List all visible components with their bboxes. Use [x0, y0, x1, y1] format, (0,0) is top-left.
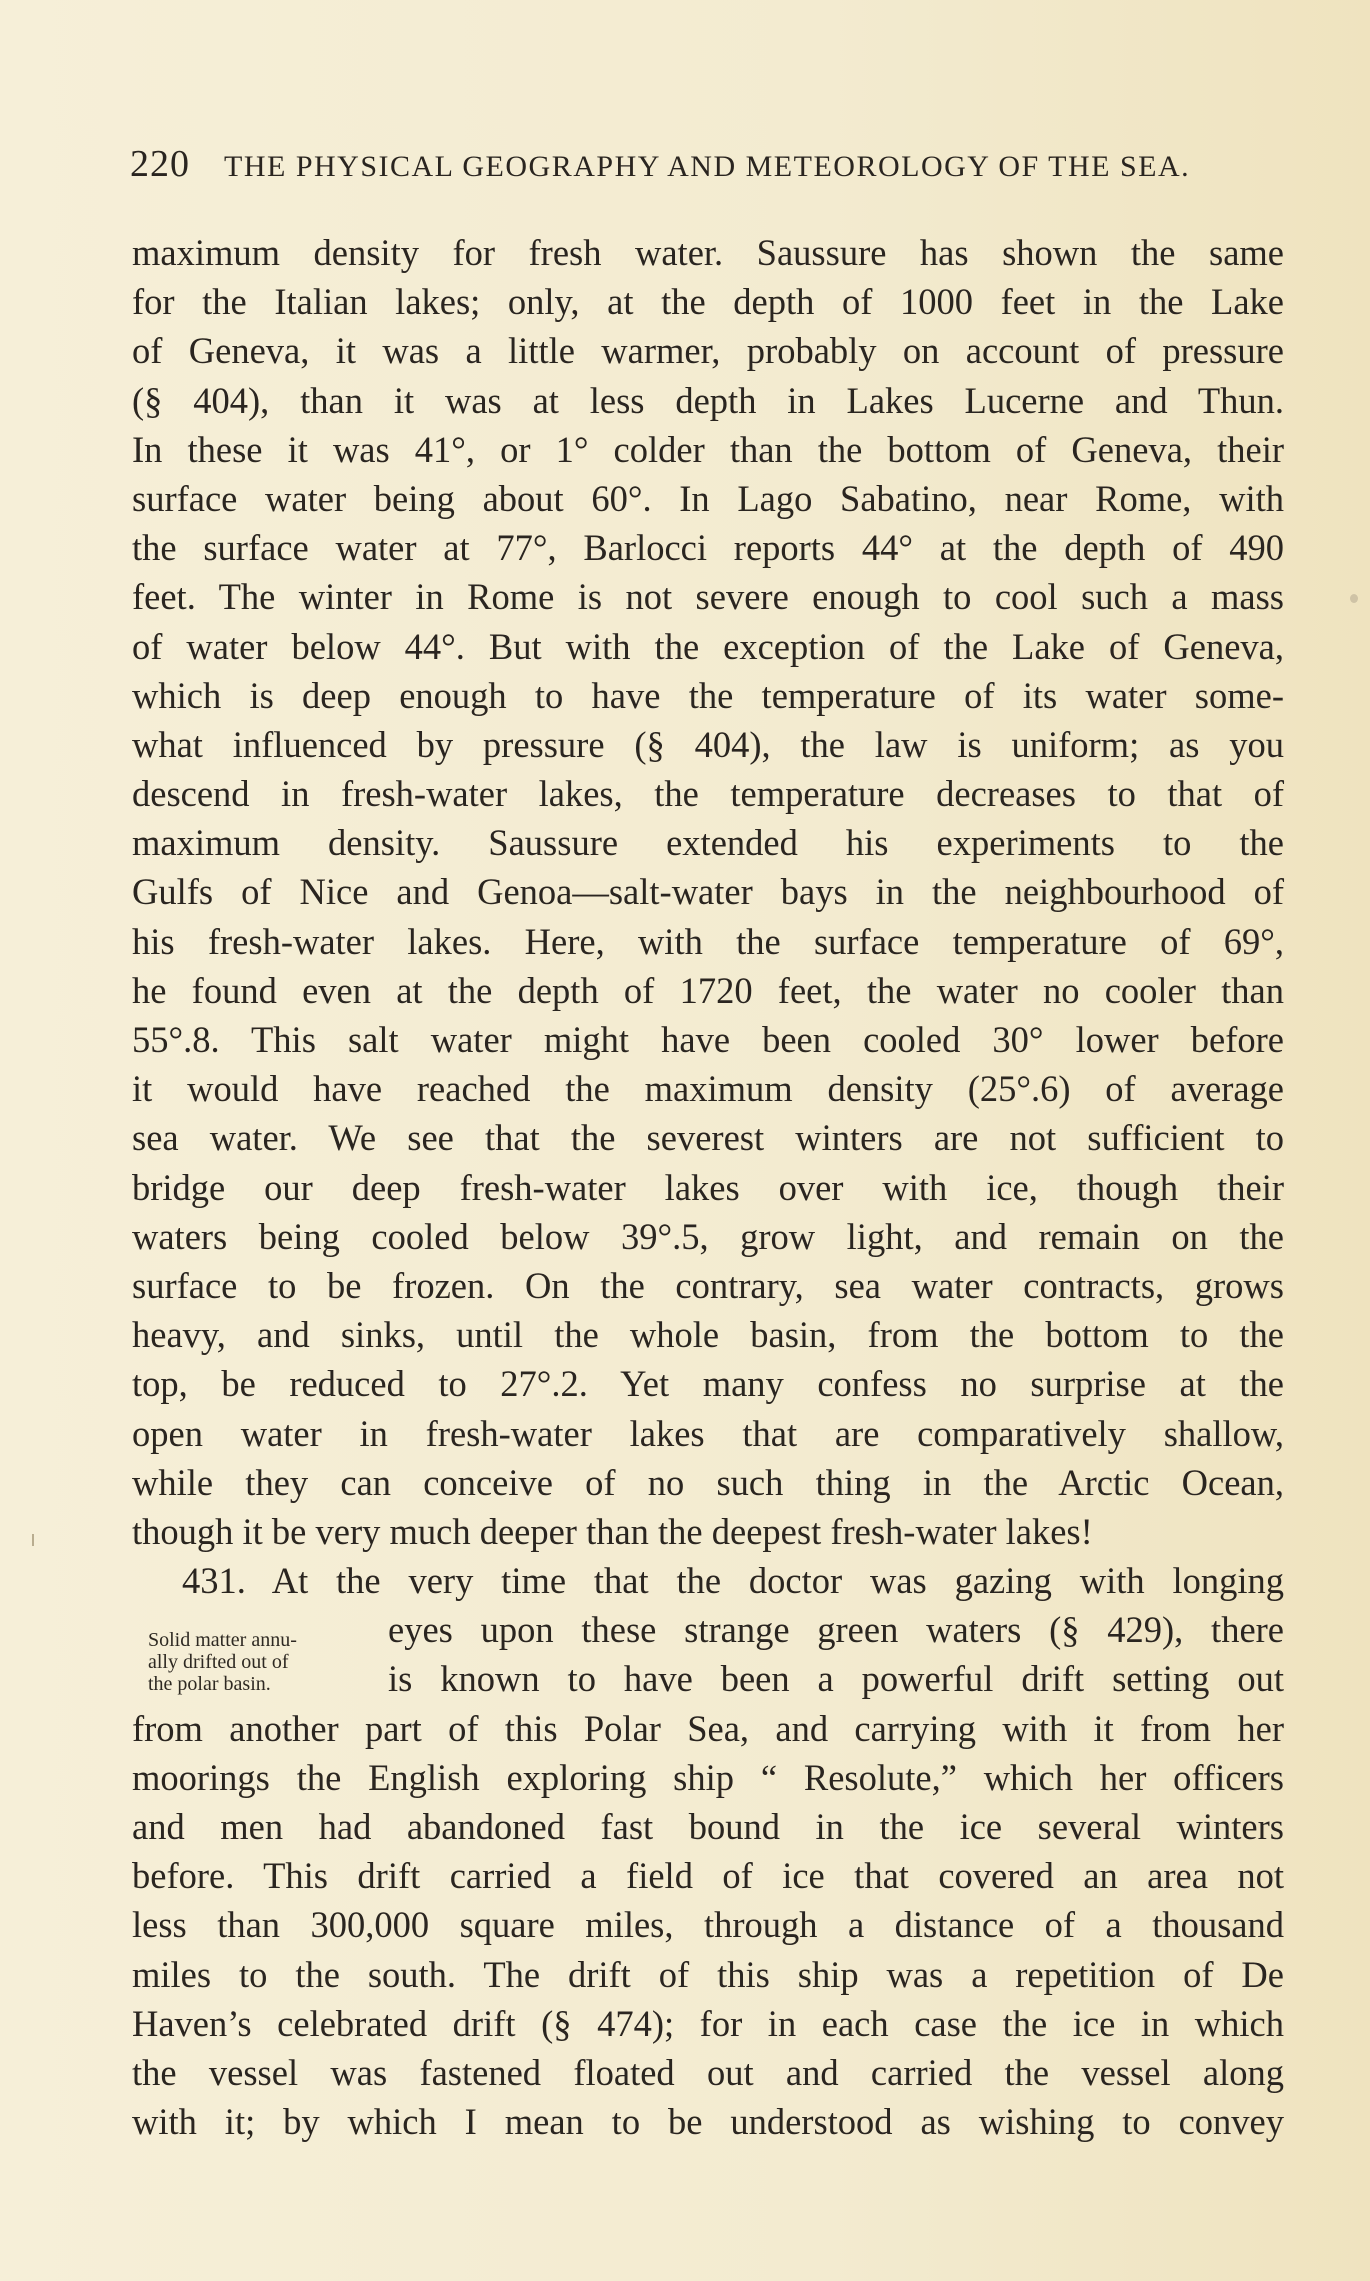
- text-line: bridge our deep fresh-water lakes over with ice, though their: [132, 1166, 1284, 1208]
- text-line: sea water. We see that the severest winters are not sufficient to: [132, 1117, 1284, 1159]
- text-line: less than 300,000 square miles, through a distance of a thousand: [132, 1904, 1284, 1946]
- text-line: for the Italian lakes; only, at the depth of 1000 feet in the Lake: [132, 281, 1284, 323]
- text-line: surface water being about 60°. In Lago Sabatino, near Rome, with: [132, 477, 1284, 519]
- text-line: maximum density for fresh water. Saussure has shown the same: [132, 232, 1284, 273]
- running-head: [130, 142, 1230, 186]
- paper-speck: [1350, 594, 1358, 603]
- text-line: while they can conceive of no such thing in the Arctic Ocean,: [132, 1461, 1284, 1503]
- sidenote-line: ally drifted out of: [148, 1651, 289, 1673]
- body-text: [132, 228, 1284, 2146]
- text-line: 55°.8. This salt water might have been cooled 30° lower before: [132, 1019, 1284, 1060]
- text-line: from another part of this Polar Sea, and carrying with it from her: [132, 1707, 1284, 1749]
- text-line: of Geneva, it was a little warmer, probably on account of pressure: [132, 330, 1284, 372]
- text-line: of water below 44°. But with the exception of the Lake of Geneva,: [132, 625, 1284, 667]
- text-line: he found even at the depth of 1720 feet, the water no cooler than: [132, 969, 1284, 1011]
- text-line: it would have reached the maximum density (25°.6) of average: [132, 1068, 1284, 1110]
- paragraph-431-start: 431. At the very time that the doctor was gazing with longing: [182, 1560, 1284, 1602]
- text-line: open water in fresh-water lakes that are comparatively shallow,: [132, 1412, 1284, 1454]
- running-title: THE PHYSICAL GEOGRAPHY AND METEOROLOGY OF THE SEA.: [224, 150, 1191, 183]
- text-line: the vessel was fastened floated out and carried the vessel along: [132, 2051, 1284, 2093]
- text-line: moorings the English exploring ship “ Resolute,” which her officers: [132, 1756, 1284, 1798]
- text-line: maximum density. Saussure extended his experiments to the: [132, 822, 1284, 864]
- text-line: and men had abandoned fast bound in the ice several winters: [132, 1806, 1284, 1847]
- text-line: what influenced by pressure (§ 404), the law is uniform; as you: [132, 723, 1284, 765]
- text-line: miles to the south. The drift of this ship was a repetition of De: [132, 1953, 1284, 1995]
- text-line: which is deep enough to have the temperature of its water some-: [132, 674, 1284, 716]
- text-line: In these it was 41°, or 1° colder than the bottom of Geneva, their: [132, 428, 1284, 470]
- text-line: eyes upon these strange green waters (§ 429), there: [388, 1609, 1284, 1651]
- text-line: feet. The winter in Rome is not severe enough to cool such a mass: [132, 576, 1284, 618]
- text-line: heavy, and sinks, until the whole basin, from the bottom to the: [132, 1314, 1284, 1356]
- text-line: is known to have been a powerful drift setting out: [388, 1658, 1284, 1700]
- text-line: with it; by which I mean to be understood as wishing to convey: [132, 2101, 1284, 2143]
- text-line: Gulfs of Nice and Genoa—salt-water bays in the neighbourhood of: [132, 871, 1284, 913]
- margin-sidenote: [148, 1629, 368, 1695]
- text-line: before. This drift carried a field of ice that covered an area not: [132, 1855, 1284, 1897]
- margin-mark: [32, 1534, 34, 1546]
- text-line: his fresh-water lakes. Here, with the surface temperature of 69°,: [132, 920, 1284, 962]
- text-line: waters being cooled below 39°.5, grow light, and remain on the: [132, 1215, 1284, 1257]
- sidenote-line: the polar basin.: [148, 1673, 271, 1695]
- text-line: surface to be frozen. On the contrary, sea water contracts, grows: [132, 1264, 1284, 1306]
- text-line: though it be very much deeper than the deepest fresh-water lakes!: [132, 1510, 1093, 1552]
- text-line: top, be reduced to 27°.2. Yet many confess no surprise at the: [132, 1363, 1284, 1405]
- text-line: the surface water at 77°, Barlocci reports 44° at the depth of 490: [132, 527, 1284, 569]
- page-number: 220: [130, 143, 190, 185]
- text-line: Haven’s celebrated drift (§ 474); for in each case the ice in which: [132, 2002, 1284, 2044]
- text-line: (§ 404), than it was at less depth in Lakes Lucerne and Thun.: [132, 379, 1284, 421]
- text-line: descend in fresh-water lakes, the temperature decreases to that of: [132, 773, 1284, 815]
- sidenote-line: Solid matter annu-: [148, 1629, 297, 1651]
